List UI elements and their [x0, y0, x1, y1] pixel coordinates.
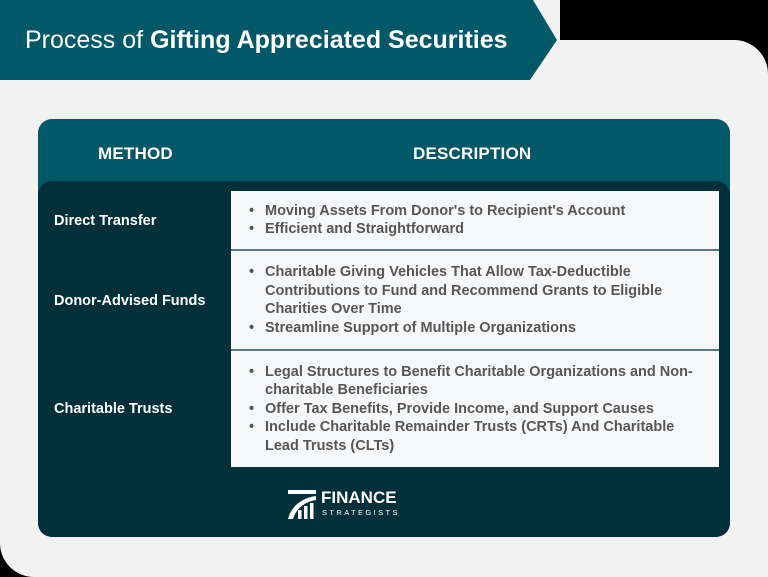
title-prefix: Process of [25, 26, 151, 54]
table-row [38, 351, 730, 467]
method-cell: Direct Transfer [54, 213, 157, 229]
finance-strategists-logo [287, 489, 407, 523]
method-cell: Charitable Trusts [54, 401, 173, 417]
table-row [38, 251, 730, 351]
bullet-item: • Charitable Giving Vehicles That Allow Tax-Deductible Contributions to Fund and Recommend Grants to Eligible Charities Over Time [265, 263, 709, 319]
description-cell [231, 191, 719, 251]
table-body [38, 181, 730, 537]
table-row [38, 191, 730, 251]
column-header-description: DESCRIPTION [413, 144, 532, 163]
logo-text-strategists: STRATEGISTS [322, 508, 400, 517]
page-title [25, 22, 508, 58]
bullet-item: • Offer Tax Benefits, Provide Income, and Support Causes [265, 400, 709, 419]
method-cell: Donor-Advised Funds [54, 293, 206, 309]
title-bold: Gifting Appreciated Securities [150, 26, 508, 54]
bullet-item: • Streamline Support of Multiple Organizations [265, 319, 709, 338]
finance-strategists-logo-icon [287, 489, 317, 519]
bullet-item: • Efficient and Straightforward [265, 220, 709, 239]
description-cell [231, 251, 719, 351]
description-cell [231, 351, 719, 467]
table-header [38, 119, 730, 189]
methods-table [38, 119, 730, 537]
bullet-item: • Legal Structures to Benefit Charitable Organizations and Non-charitable Beneficiaries [265, 363, 709, 400]
column-header-method: METHOD [98, 144, 173, 163]
bullet-item: • Include Charitable Remainder Trusts (CRTs) And Charitable Lead Trusts (CLTs) [265, 418, 709, 455]
logo-text-finance: FINANCE [321, 488, 397, 507]
bullet-item: • Moving Assets From Donor's to Recipient's Account [265, 202, 709, 221]
